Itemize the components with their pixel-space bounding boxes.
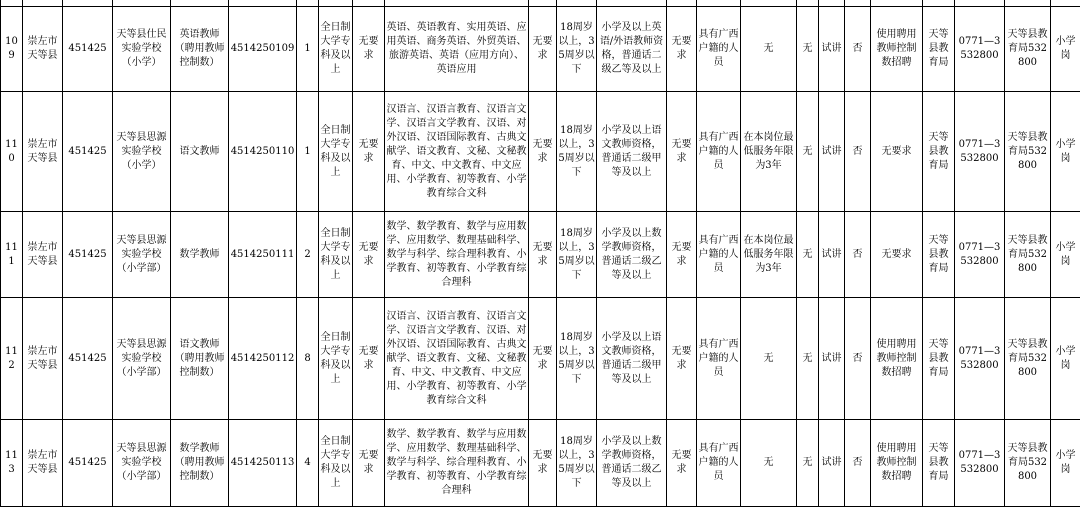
hukou-limit-cell: 无 (797, 7, 819, 92)
row-number: 112 (1, 298, 23, 420)
qualification-cell: 小学及以上语文教师资格，普通话二级甲等及以上 (597, 298, 667, 420)
dept-cell: 天等县教育局 (923, 7, 955, 92)
region-cell: 崇左市天等县 (23, 7, 63, 92)
politics-cell: 无要求 (529, 212, 557, 298)
degree-cell: 无要求 (353, 7, 385, 92)
age-cell: 18周岁以上，35周岁以下 (557, 212, 597, 298)
unit-cell: 天等县思源实验学校（小学部） (113, 212, 171, 298)
education-cell: 全日制大学专科及以上 (319, 92, 353, 212)
region-cell: 崇左市天等县 (23, 212, 63, 298)
major-cell: 数学、数学教育、数学与应用数学、应用数学、数理基础科学、数学与科学、综合理科教育、小学教育、初等教育、小学教育综合理科 (385, 212, 529, 298)
dept-cell: 天等县教育局 (923, 420, 955, 507)
education-cell: 全日制大学专科及以上 (319, 212, 353, 298)
position-code-cell: 4514250110 (229, 92, 297, 212)
ratio-cell: 否 (845, 420, 871, 507)
service-cell: 无 (741, 298, 797, 420)
dept-cell: 天等县教育局 (923, 92, 955, 212)
politics-cell: 无要求 (529, 92, 557, 212)
politics-cell: 无要求 (529, 7, 557, 92)
phone-cell: 0771—3532800 (955, 212, 1005, 298)
education-cell: 全日制大学专科及以上 (319, 420, 353, 507)
note-cell: 使用聘用教师控制数招聘 (871, 7, 923, 92)
exam-cell: 试讲 (819, 92, 845, 212)
ratio-cell: 否 (845, 212, 871, 298)
household-cell: 具有广西户籍的人员 (697, 7, 741, 92)
age-cell: 18周岁以上，35周岁以下 (557, 7, 597, 92)
exam-cell: 试讲 (819, 298, 845, 420)
phone-cell: 0771—3532800 (955, 420, 1005, 507)
count-cell: 8 (297, 298, 319, 420)
degree-cell: 无要求 (353, 92, 385, 212)
dept-cell: 天等县教育局 (923, 212, 955, 298)
row-number: 110 (1, 92, 23, 212)
major-cell: 数学、数学教育、数学与应用数学、应用数学、数理基础科学、数学与科学、综合理科教育、小学教育、初等教育、小学教育综合理科 (385, 420, 529, 507)
qualification-cell: 小学及以上数学教师资格，普通话二级乙等及以上 (597, 420, 667, 507)
other-cell: 无要求 (667, 420, 697, 507)
household-cell: 具有广西户籍的人员 (697, 420, 741, 507)
hukou-limit-cell: 无 (797, 420, 819, 507)
position-code-cell: 4514250113 (229, 420, 297, 507)
age-cell: 18周岁以上，35周岁以下 (557, 298, 597, 420)
age-cell: 18周岁以上，35周岁以下 (557, 92, 597, 212)
politics-cell: 无要求 (529, 420, 557, 507)
household-cell: 具有广西户籍的人员 (697, 298, 741, 420)
education-cell: 全日制大学专科及以上 (319, 298, 353, 420)
level-cell: 小学岗 (1051, 212, 1080, 298)
position-cell: 数学教师 (171, 212, 229, 298)
region-cell: 崇左市天等县 (23, 92, 63, 212)
row-number: 109 (1, 7, 23, 92)
position-cell: 英语教师（聘用教师控制数） (171, 7, 229, 92)
count-cell: 4 (297, 420, 319, 507)
household-cell: 具有广西户籍的人员 (697, 212, 741, 298)
address-cell: 天等县教育局532800 (1005, 420, 1051, 507)
count-cell: 1 (297, 92, 319, 212)
level-cell: 小学岗 (1051, 420, 1080, 507)
phone-cell: 0771—3532800 (955, 298, 1005, 420)
position-code-cell: 4514250111 (229, 212, 297, 298)
count-cell: 2 (297, 212, 319, 298)
service-cell: 无 (741, 7, 797, 92)
politics-cell: 无要求 (529, 298, 557, 420)
position-cell: 数学教师（聘用教师控制数） (171, 420, 229, 507)
count-cell: 1 (297, 7, 319, 92)
exam-cell: 试讲 (819, 420, 845, 507)
household-cell: 具有广西户籍的人员 (697, 92, 741, 212)
note-cell: 使用聘用教师控制数招聘 (871, 298, 923, 420)
level-cell: 小学岗 (1051, 298, 1080, 420)
ratio-cell: 否 (845, 7, 871, 92)
phone-cell: 0771—3532800 (955, 7, 1005, 92)
exam-cell: 试讲 (819, 212, 845, 298)
note-cell: 无要求 (871, 212, 923, 298)
region-cell: 崇左市天等县 (23, 420, 63, 507)
exam-cell: 试讲 (819, 7, 845, 92)
major-cell: 汉语言、汉语言教育、汉语言文学、汉语言文学教育、汉语、对外汉语、汉语国际教育、古典文献学、语文教育、文秘、文秘教育、中文、中文教育、中文应用、小学教育、初等教育、小学教育综合文科 (385, 298, 529, 420)
qualification-cell: 小学及以上语文教师资格，普通话二级甲等及以上 (597, 92, 667, 212)
major-cell: 汉语言、汉语言教育、汉语言文学、汉语言文学教育、汉语、对外汉语、汉语国际教育、古典文献学、语文教育、文秘、文秘教育、中文、中文教育、中文应用、小学教育、初等教育、小学教育综合文科 (385, 92, 529, 212)
ratio-cell: 否 (845, 92, 871, 212)
position-code-cell: 4514250109 (229, 7, 297, 92)
service-cell: 在本岗位最低服务年限为3年 (741, 212, 797, 298)
hukou-limit-cell: 无 (797, 212, 819, 298)
other-cell: 无要求 (667, 7, 697, 92)
ratio-cell: 否 (845, 298, 871, 420)
region-code-cell: 451425 (63, 420, 113, 507)
table-row (1, 7, 1080, 92)
address-cell: 天等县教育局532800 (1005, 298, 1051, 420)
qualification-cell: 小学及以上数学教师资格，普通话二级乙等及以上 (597, 212, 667, 298)
position-cell: 语文教师 (171, 92, 229, 212)
note-cell: 无要求 (871, 92, 923, 212)
other-cell: 无要求 (667, 298, 697, 420)
degree-cell: 无要求 (353, 420, 385, 507)
service-cell: 无 (741, 420, 797, 507)
unit-cell: 天等县思源实验学校（小学部） (113, 298, 171, 420)
hukou-limit-cell: 无 (797, 92, 819, 212)
dept-cell: 天等县教育局 (923, 298, 955, 420)
region-code-cell: 451425 (63, 92, 113, 212)
address-cell: 天等县教育局532800 (1005, 7, 1051, 92)
level-cell: 小学岗 (1051, 7, 1080, 92)
unit-cell: 天等县仕民实验学校（小学） (113, 7, 171, 92)
unit-cell: 天等县思源实验学校（小学） (113, 92, 171, 212)
service-cell: 在本岗位最低服务年限为3年 (741, 92, 797, 212)
note-cell: 使用聘用教师控制数招聘 (871, 420, 923, 507)
table-row (1, 298, 1080, 420)
row-number: 113 (1, 420, 23, 507)
row-number: 111 (1, 212, 23, 298)
education-cell: 全日制大学专科及以上 (319, 7, 353, 92)
region-cell: 崇左市天等县 (23, 298, 63, 420)
position-code-cell: 4514250112 (229, 298, 297, 420)
degree-cell: 无要求 (353, 212, 385, 298)
other-cell: 无要求 (667, 212, 697, 298)
table-row (1, 212, 1080, 298)
hukou-limit-cell: 无 (797, 298, 819, 420)
qualification-cell: 小学及以上英语/外语教师资格，普通话二级乙等及以上 (597, 7, 667, 92)
level-cell: 小学岗 (1051, 92, 1080, 212)
address-cell: 天等县教育局532800 (1005, 212, 1051, 298)
age-cell: 18周岁以上，35周岁以下 (557, 420, 597, 507)
phone-cell: 0771—3532800 (955, 92, 1005, 212)
address-cell: 天等县教育局532800 (1005, 92, 1051, 212)
region-code-cell: 451425 (63, 7, 113, 92)
region-code-cell: 451425 (63, 298, 113, 420)
table-row (1, 92, 1080, 212)
other-cell: 无要求 (667, 92, 697, 212)
degree-cell: 无要求 (353, 298, 385, 420)
major-cell: 英语、英语教育、实用英语、应用英语、商务英语、外贸英语、旅游英语、英语（应用方向）、英语应用 (385, 7, 529, 92)
table-row (1, 420, 1080, 507)
region-code-cell: 451425 (63, 212, 113, 298)
position-cell: 语文教师（聘用教师控制数） (171, 298, 229, 420)
unit-cell: 天等县思源实验学校（小学部） (113, 420, 171, 507)
